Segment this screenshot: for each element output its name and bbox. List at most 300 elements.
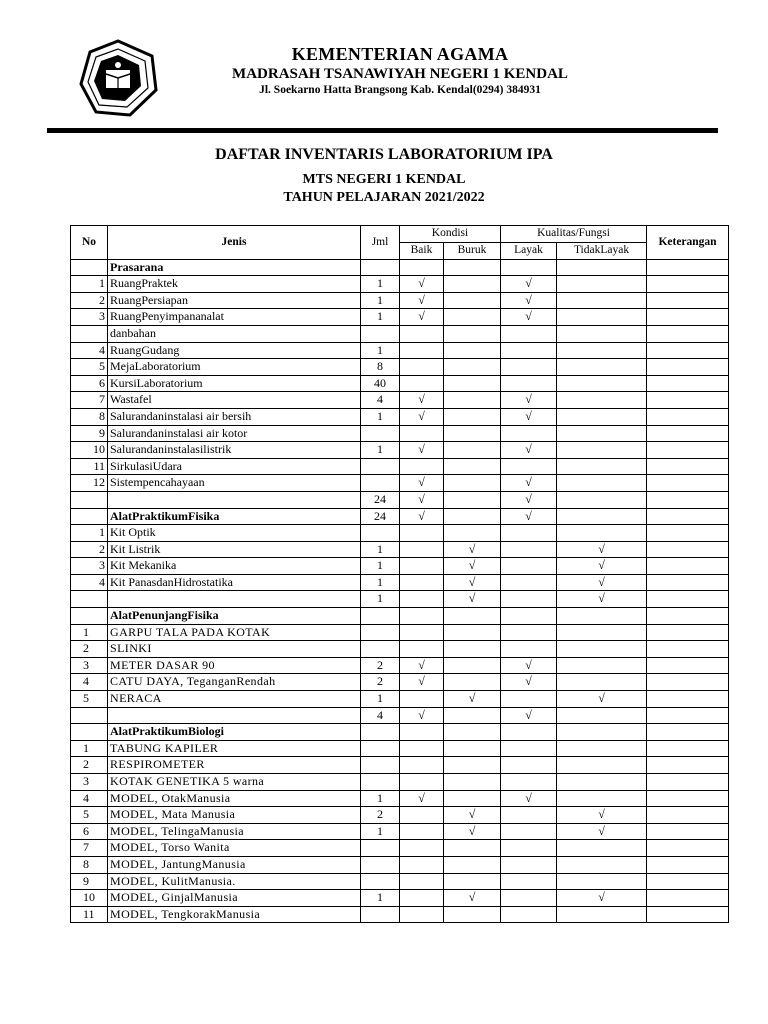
cell-tidak-layak — [557, 458, 647, 475]
cell-tidak-layak — [557, 359, 647, 376]
cell-buruk — [444, 707, 501, 724]
cell-keterangan — [647, 292, 729, 309]
cell-jenis: MODEL, Torso Wanita — [108, 840, 361, 857]
cell-layak — [501, 359, 557, 376]
cell-buruk: √ — [444, 823, 501, 840]
cell-no: 8 — [71, 856, 108, 873]
cell-tidak-layak — [557, 840, 647, 857]
cell-no: 2 — [71, 292, 108, 309]
table-row — [71, 458, 729, 475]
cell-no — [71, 591, 108, 608]
cell-jenis: Kit PanasdanHidrostatika — [108, 574, 361, 591]
section-row — [71, 259, 729, 276]
header-kondisi: Kondisi — [400, 226, 501, 243]
table-row — [71, 392, 729, 409]
cell-tidak-layak — [557, 856, 647, 873]
table-row — [71, 408, 729, 425]
cell-buruk: √ — [444, 574, 501, 591]
cell-no: 1 — [71, 624, 108, 641]
cell-jml: 1 — [361, 309, 400, 326]
cell-layak: √ — [501, 392, 557, 409]
cell-layak: √ — [501, 707, 557, 724]
header-kualitas: Kualitas/Fungsi — [501, 226, 647, 243]
cell-jenis — [108, 591, 361, 608]
cell-keterangan — [647, 375, 729, 392]
cell-no — [71, 724, 108, 741]
cell-layak — [501, 890, 557, 907]
cell-jml — [361, 608, 400, 625]
cell-baik — [400, 375, 444, 392]
cell-jenis: KursiLaboratorium — [108, 375, 361, 392]
cell-keterangan — [647, 392, 729, 409]
cell-layak — [501, 740, 557, 757]
cell-jenis: RuangPenyimpananalat — [108, 309, 361, 326]
table-row — [71, 591, 729, 608]
table-row — [71, 624, 729, 641]
cell-buruk — [444, 309, 501, 326]
cell-jml — [361, 840, 400, 857]
document-title: DAFTAR INVENTARIS LABORATORIUM IPA — [215, 146, 553, 163]
document-subtitle-school: MTS NEGERI 1 KENDAL — [302, 172, 466, 187]
cell-jml: 1 — [361, 342, 400, 359]
cell-keterangan — [647, 574, 729, 591]
cell-layak — [501, 425, 557, 442]
cell-no — [71, 608, 108, 625]
school-address: Jl. Soekarno Hatta Brangsong Kab. Kendal(0294) 384931 — [259, 84, 541, 96]
table-row — [71, 491, 729, 508]
cell-jenis: MejaLaboratorium — [108, 359, 361, 376]
cell-no: 4 — [71, 790, 108, 807]
cell-jenis: RuangPersiapan — [108, 292, 361, 309]
cell-keterangan — [647, 840, 729, 857]
table-row — [71, 691, 729, 708]
table-row — [71, 873, 729, 890]
cell-buruk — [444, 491, 501, 508]
cell-buruk — [444, 408, 501, 425]
table-row — [71, 840, 729, 857]
cell-tidak-layak — [557, 425, 647, 442]
table-row — [71, 541, 729, 558]
inventory-table — [70, 225, 729, 923]
cell-keterangan — [647, 691, 729, 708]
cell-layak — [501, 558, 557, 575]
cell-buruk — [444, 325, 501, 342]
cell-tidak-layak: √ — [557, 541, 647, 558]
cell-no — [71, 508, 108, 525]
cell-jenis: RuangPraktek — [108, 276, 361, 293]
cell-layak: √ — [501, 475, 557, 492]
section-row — [71, 608, 729, 625]
cell-jenis: MODEL, TelingaManusia — [108, 823, 361, 840]
cell-keterangan — [647, 707, 729, 724]
cell-jml — [361, 641, 400, 658]
cell-buruk — [444, 392, 501, 409]
cell-baik — [400, 906, 444, 923]
cell-layak: √ — [501, 276, 557, 293]
header-keterangan: Keterangan — [647, 226, 729, 260]
cell-baik — [400, 541, 444, 558]
cell-jenis: Kit Mekanika — [108, 558, 361, 575]
cell-tidak-layak — [557, 906, 647, 923]
cell-baik: √ — [400, 790, 444, 807]
cell-buruk — [444, 657, 501, 674]
cell-jml: 1 — [361, 558, 400, 575]
cell-jenis: NERACA — [108, 691, 361, 708]
cell-no: 10 — [71, 890, 108, 907]
cell-tidak-layak — [557, 475, 647, 492]
cell-baik: √ — [400, 408, 444, 425]
cell-jml — [361, 906, 400, 923]
cell-jml — [361, 873, 400, 890]
table-row — [71, 790, 729, 807]
cell-buruk — [444, 757, 501, 774]
header-jenis: Jenis — [108, 226, 361, 260]
cell-baik — [400, 691, 444, 708]
cell-layak — [501, 724, 557, 741]
cell-keterangan — [647, 823, 729, 840]
cell-buruk — [444, 292, 501, 309]
cell-tidak-layak — [557, 657, 647, 674]
cell-layak — [501, 541, 557, 558]
cell-tidak-layak: √ — [557, 591, 647, 608]
cell-layak — [501, 906, 557, 923]
cell-no: 6 — [71, 375, 108, 392]
cell-tidak-layak — [557, 757, 647, 774]
cell-buruk — [444, 674, 501, 691]
cell-jenis: METER DASAR 90 — [108, 657, 361, 674]
cell-buruk — [444, 525, 501, 542]
cell-layak — [501, 342, 557, 359]
cell-jml: 4 — [361, 392, 400, 409]
table-row — [71, 774, 729, 791]
cell-jml: 1 — [361, 591, 400, 608]
cell-layak: √ — [501, 790, 557, 807]
cell-tidak-layak — [557, 375, 647, 392]
cell-no: 12 — [71, 475, 108, 492]
table-row — [71, 641, 729, 658]
table-row — [71, 425, 729, 442]
cell-jml — [361, 757, 400, 774]
cell-layak — [501, 823, 557, 840]
cell-keterangan — [647, 342, 729, 359]
cell-tidak-layak — [557, 525, 647, 542]
header-buruk: Buruk — [444, 242, 501, 259]
cell-buruk — [444, 425, 501, 442]
cell-no: 11 — [71, 906, 108, 923]
table-row — [71, 525, 729, 542]
cell-buruk — [444, 608, 501, 625]
cell-tidak-layak — [557, 325, 647, 342]
cell-jenis: GARPU TALA PADA KOTAK — [108, 624, 361, 641]
cell-tidak-layak — [557, 292, 647, 309]
cell-buruk: √ — [444, 807, 501, 824]
cell-layak — [501, 807, 557, 824]
cell-tidak-layak — [557, 508, 647, 525]
table-row — [71, 856, 729, 873]
cell-keterangan — [647, 276, 729, 293]
cell-jml: 2 — [361, 657, 400, 674]
cell-jenis — [108, 707, 361, 724]
cell-baik: √ — [400, 292, 444, 309]
cell-baik — [400, 574, 444, 591]
cell-jml: 24 — [361, 491, 400, 508]
cell-buruk — [444, 790, 501, 807]
cell-tidak-layak — [557, 707, 647, 724]
cell-baik — [400, 823, 444, 840]
cell-jenis: MODEL, TengkorakManusia — [108, 906, 361, 923]
cell-jml — [361, 458, 400, 475]
cell-baik — [400, 525, 444, 542]
cell-keterangan — [647, 906, 729, 923]
cell-buruk — [444, 774, 501, 791]
cell-no: 5 — [71, 691, 108, 708]
cell-jml: 1 — [361, 442, 400, 459]
cell-keterangan — [647, 856, 729, 873]
cell-buruk — [444, 906, 501, 923]
header-layak: Layak — [501, 242, 557, 259]
table-row — [71, 442, 729, 459]
cell-tidak-layak — [557, 342, 647, 359]
cell-tidak-layak — [557, 491, 647, 508]
cell-no: 3 — [71, 657, 108, 674]
cell-layak: √ — [501, 442, 557, 459]
document-subtitle-year: TAHUN PELAJARAN 2021/2022 — [283, 190, 485, 205]
cell-no: 2 — [71, 757, 108, 774]
cell-keterangan — [647, 425, 729, 442]
cell-jml: 1 — [361, 823, 400, 840]
cell-jml: 1 — [361, 408, 400, 425]
cell-keterangan — [647, 657, 729, 674]
cell-tidak-layak: √ — [557, 574, 647, 591]
ministry-heading: KEMENTERIAN AGAMA — [291, 44, 509, 64]
cell-keterangan — [647, 641, 729, 658]
cell-jenis: Salurandaninstalasi air bersih — [108, 408, 361, 425]
cell-tidak-layak: √ — [557, 807, 647, 824]
table-row — [71, 906, 729, 923]
section-row — [71, 724, 729, 741]
cell-no: 4 — [71, 674, 108, 691]
cell-jml — [361, 774, 400, 791]
cell-layak — [501, 375, 557, 392]
cell-no: 7 — [71, 392, 108, 409]
cell-layak — [501, 774, 557, 791]
cell-jml — [361, 525, 400, 542]
cell-jml — [361, 475, 400, 492]
section-row — [71, 508, 729, 525]
cell-jenis: AlatPraktikumBiologi — [108, 724, 361, 741]
school-name: MADRASAH TSANAWIYAH NEGERI 1 KENDAL — [232, 66, 568, 82]
cell-no: 8 — [71, 408, 108, 425]
cell-jml: 1 — [361, 790, 400, 807]
header-baik: Baik — [400, 242, 444, 259]
cell-keterangan — [647, 442, 729, 459]
cell-no: 1 — [71, 740, 108, 757]
cell-no: 4 — [71, 342, 108, 359]
cell-tidak-layak — [557, 774, 647, 791]
cell-keterangan — [647, 740, 729, 757]
cell-buruk: √ — [444, 591, 501, 608]
cell-tidak-layak — [557, 641, 647, 658]
table-row — [71, 807, 729, 824]
cell-layak — [501, 856, 557, 873]
cell-buruk: √ — [444, 890, 501, 907]
cell-no: 9 — [71, 425, 108, 442]
cell-layak — [501, 591, 557, 608]
cell-baik — [400, 740, 444, 757]
cell-jenis: Wastafel — [108, 392, 361, 409]
cell-keterangan — [647, 458, 729, 475]
cell-keterangan — [647, 873, 729, 890]
cell-jenis: SirkulasiUdara — [108, 458, 361, 475]
cell-buruk — [444, 740, 501, 757]
cell-no — [71, 707, 108, 724]
cell-tidak-layak: √ — [557, 558, 647, 575]
cell-no: 9 — [71, 873, 108, 890]
cell-tidak-layak — [557, 873, 647, 890]
cell-jml — [361, 259, 400, 276]
cell-jml — [361, 425, 400, 442]
cell-jml: 24 — [361, 508, 400, 525]
cell-baik — [400, 840, 444, 857]
cell-layak — [501, 325, 557, 342]
cell-jenis: Kit Optik — [108, 525, 361, 542]
table-row — [71, 657, 729, 674]
ministry-emblem-logo — [78, 38, 158, 118]
cell-buruk — [444, 624, 501, 641]
cell-jml: 1 — [361, 574, 400, 591]
cell-layak — [501, 641, 557, 658]
table-row — [71, 359, 729, 376]
table-row — [71, 707, 729, 724]
cell-baik — [400, 425, 444, 442]
table-row — [71, 325, 729, 342]
cell-keterangan — [647, 558, 729, 575]
cell-baik — [400, 591, 444, 608]
cell-buruk — [444, 856, 501, 873]
header-tidak-layak: TidakLayak — [557, 242, 647, 259]
cell-no: 11 — [71, 458, 108, 475]
cell-tidak-layak: √ — [557, 890, 647, 907]
cell-baik: √ — [400, 707, 444, 724]
cell-buruk: √ — [444, 541, 501, 558]
cell-keterangan — [647, 309, 729, 326]
cell-jenis: MODEL, OtakManusia — [108, 790, 361, 807]
cell-keterangan — [647, 525, 729, 542]
cell-baik — [400, 359, 444, 376]
cell-baik: √ — [400, 508, 444, 525]
cell-buruk — [444, 276, 501, 293]
cell-tidak-layak — [557, 674, 647, 691]
cell-layak: √ — [501, 292, 557, 309]
cell-tidak-layak: √ — [557, 691, 647, 708]
cell-buruk — [444, 840, 501, 857]
cell-buruk — [444, 724, 501, 741]
cell-layak — [501, 458, 557, 475]
cell-baik: √ — [400, 442, 444, 459]
cell-baik: √ — [400, 309, 444, 326]
cell-keterangan — [647, 608, 729, 625]
cell-buruk — [444, 442, 501, 459]
cell-baik — [400, 558, 444, 575]
cell-tidak-layak: √ — [557, 823, 647, 840]
cell-jenis: Salurandaninstalasilistrik — [108, 442, 361, 459]
cell-keterangan — [647, 674, 729, 691]
cell-baik — [400, 873, 444, 890]
header-no: No — [71, 226, 108, 260]
cell-baik — [400, 458, 444, 475]
cell-jml: 1 — [361, 691, 400, 708]
cell-keterangan — [647, 790, 729, 807]
cell-baik — [400, 641, 444, 658]
cell-keterangan — [647, 591, 729, 608]
cell-jml — [361, 740, 400, 757]
cell-keterangan — [647, 359, 729, 376]
table-row — [71, 757, 729, 774]
cell-buruk — [444, 342, 501, 359]
cell-buruk — [444, 475, 501, 492]
cell-baik — [400, 890, 444, 907]
cell-baik: √ — [400, 392, 444, 409]
cell-jml — [361, 624, 400, 641]
cell-baik — [400, 624, 444, 641]
cell-layak — [501, 608, 557, 625]
cell-keterangan — [647, 325, 729, 342]
cell-layak — [501, 574, 557, 591]
table-row — [71, 890, 729, 907]
cell-no: 3 — [71, 558, 108, 575]
table-row — [71, 823, 729, 840]
cell-no: 7 — [71, 840, 108, 857]
cell-baik: √ — [400, 657, 444, 674]
cell-jml — [361, 325, 400, 342]
cell-buruk: √ — [444, 691, 501, 708]
cell-layak — [501, 624, 557, 641]
cell-no: 1 — [71, 525, 108, 542]
cell-tidak-layak — [557, 724, 647, 741]
cell-layak — [501, 873, 557, 890]
cell-tidak-layak — [557, 740, 647, 757]
cell-layak: √ — [501, 657, 557, 674]
cell-layak — [501, 757, 557, 774]
cell-jml — [361, 856, 400, 873]
cell-keterangan — [647, 757, 729, 774]
cell-tidak-layak — [557, 276, 647, 293]
cell-keterangan — [647, 724, 729, 741]
table-row — [71, 309, 729, 326]
cell-no: 3 — [71, 309, 108, 326]
cell-keterangan — [647, 259, 729, 276]
cell-baik — [400, 724, 444, 741]
cell-jml: 1 — [361, 890, 400, 907]
table-row — [71, 740, 729, 757]
cell-no: 4 — [71, 574, 108, 591]
cell-keterangan — [647, 541, 729, 558]
cell-jenis — [108, 491, 361, 508]
cell-no: 5 — [71, 359, 108, 376]
cell-jenis: MODEL, KulitManusia. — [108, 873, 361, 890]
cell-no — [71, 325, 108, 342]
cell-layak: √ — [501, 674, 557, 691]
cell-keterangan — [647, 508, 729, 525]
cell-buruk — [444, 641, 501, 658]
cell-no: 5 — [71, 807, 108, 824]
cell-layak — [501, 691, 557, 708]
cell-baik — [400, 608, 444, 625]
cell-layak: √ — [501, 408, 557, 425]
cell-no: 1 — [71, 276, 108, 293]
inventory-table-body — [71, 259, 729, 923]
cell-jenis: AlatPenunjangFisika — [108, 608, 361, 625]
